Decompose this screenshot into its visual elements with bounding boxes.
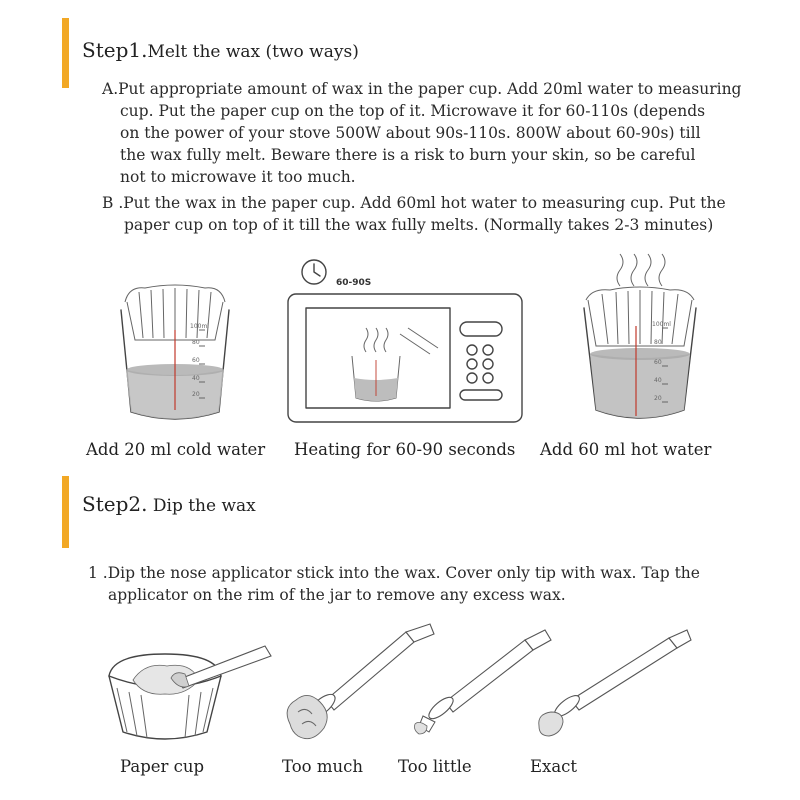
step1-accent-bar (62, 18, 69, 88)
caption-hot-water: Add 60 ml hot water (540, 440, 712, 459)
para-a-line: A.Put appropriate amount of wax in the paper cup. Add 20ml water to measuring (102, 80, 742, 98)
caption-too-little: Too little (398, 757, 472, 776)
stick-exact-illustration (525, 628, 695, 748)
microwave-illustration (280, 258, 530, 433)
cup-tick: 60 (192, 357, 200, 364)
step1-heading (82, 38, 359, 62)
caption-exact: Exact (530, 757, 578, 776)
paper-cup-illustration (105, 640, 275, 750)
step1-paragraph-b (102, 192, 726, 236)
cup-tick: 100ml (652, 321, 671, 328)
caption-cold-water: Add 20 ml cold water (86, 440, 266, 459)
para-b-line: paper cup on top of it till the wax fully melts. (Normally takes 2-3 minutes) (124, 216, 714, 234)
step2-heading (82, 492, 256, 516)
para-a-line: cup. Put the paper cup on the top of it. Microwave it for 60-110s (depends (120, 102, 706, 120)
cold-water-cup-illustration (115, 280, 235, 430)
para-a-line: not to microwave it too much. (120, 168, 356, 186)
cup-tick: 20 (192, 391, 200, 398)
step2-line: 1 .Dip the nose applicator stick into the wax. Cover only tip with wax. Tap the (88, 564, 700, 582)
caption-paper-cup: Paper cup (120, 757, 205, 776)
cup-tick: 80 (654, 339, 662, 346)
step2-label: Step2. (82, 492, 148, 516)
hot-water-cup-illustration (580, 250, 700, 430)
para-a-line: on the power of your stove 500W about 90s-110s. 800W about 60-90s) till (120, 124, 701, 142)
cup-tick: 80 (192, 339, 200, 346)
step1-title: Melt the wax (two ways) (147, 42, 359, 62)
para-b-line: B .Put the wax in the paper cup. Add 60ml hot water to measuring cup. Put the (102, 194, 726, 212)
step1-label: Step1. (82, 38, 148, 62)
timer-label: 60-90S (336, 278, 372, 288)
cup-tick: 40 (654, 377, 662, 384)
step1-paragraph-a (102, 78, 741, 188)
cup-tick: 100ml (190, 323, 209, 330)
caption-heating: Heating for 60-90 seconds (294, 440, 516, 459)
step2-paragraph (88, 562, 700, 606)
cup-tick: 60 (654, 359, 662, 366)
step2-line: applicator on the rim of the jar to remove any excess wax. (108, 586, 566, 604)
cup-tick: 40 (192, 375, 200, 382)
cup-tick: 20 (654, 395, 662, 402)
caption-too-much: Too much (282, 757, 363, 776)
step2-accent-bar (62, 476, 69, 548)
para-a-line: the wax fully melt. Beware there is a risk to burn your skin, so be careful (120, 146, 696, 164)
step2-title: Dip the wax (152, 496, 256, 516)
